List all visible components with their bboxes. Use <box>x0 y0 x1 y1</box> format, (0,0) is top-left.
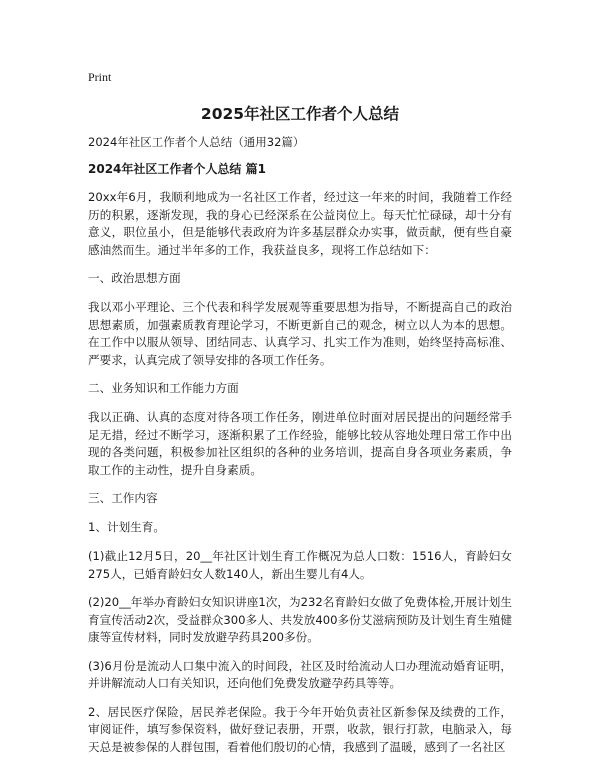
intro-paragraph: 20xx年6月，我顺利地成为一名社区工作者，经过这一年来的时间，我随着工作经历的积累，逐渐发现，我的身心已经深系在公益岗位上。每天忙忙碌碌，却十分有意义，职位虽小，但是能够代表政府为许多基层群众办实事，做贡献，便有些自豪感油然而生。通过半年多的工作，我获益良多，现将工作总结如下： <box>88 190 512 257</box>
heading-political: 一、政治思想方面 <box>88 271 181 285</box>
family-planning-item-1: (1)截止12月5日，20__年社区计划生育工作概况为总人口数：1516人，育龄妇女275人，已婚育龄妇女人数140人，新出生婴儿有4人。 <box>88 549 512 581</box>
heading-work-content: 三、工作内容 <box>88 491 158 505</box>
document-subtitle: 2024年社区工作者个人总结（通用32篇） <box>88 135 305 149</box>
heading-family-planning: 1、计划生育。 <box>88 520 165 534</box>
family-planning-item-3: (3)6月份是流动人口集中流入的时间段，社区及时给流动人口办理流动婚育证明，并讲解流动人口有关知识，还向他们免费发放避孕药具等等。 <box>88 658 512 690</box>
heading-business: 二、业务知识和工作能力方面 <box>88 381 239 395</box>
section-heading: 2024年社区工作者个人总结 篇1 <box>88 162 266 176</box>
print-label: Print <box>88 70 112 84</box>
insurance-paragraph: 2、居民医疗保险，居民养老保险。我于今年开始负责社区新参保及续费的工作，审阅证件，填写参保资料，做好登记表册，开票，收款，银行打款，电脑录入，每天总是被参保的人群包围，看着他们殷切的心情，我感到了温暖，感到了一名社区 <box>88 704 512 754</box>
political-paragraph: 我以邓小平理论、三个代表和科学发展观等重要思想为指导，不断提高自己的政治思想素质，加强素质教育理论学习，不断更新自己的观念，树立以人为本的思想。在工作中以服从领导、团结同志、认真学习、扎实工作为准则，始终坚持高标准、严要求，认真完成了领导安排的各项工作任务。 <box>88 300 512 367</box>
document-title: 2025年社区工作者个人总结 <box>200 105 400 123</box>
business-paragraph: 我以正确、认真的态度对待各项工作任务，刚进单位时面对居民提出的问题经常手足无措，经过不断学习，逐渐积累了工作经验，能够比较从容地处理日常工作中出现的各类问题，积极参加社区组织的各种的业务培训，提高自身各项业务素质，争取工作的主动性，提升自身素质。 <box>88 410 512 477</box>
family-planning-item-2: (2)20__年举办育龄妇女知识讲座1次，为232名育龄妇女做了免费体检,开展计划生育宣传活动2次，受益群众300多人、共发放400多份艾滋病预防及计划生育生殖健康等宣传材料，同时发放避孕药具200多份。 <box>88 595 512 644</box>
